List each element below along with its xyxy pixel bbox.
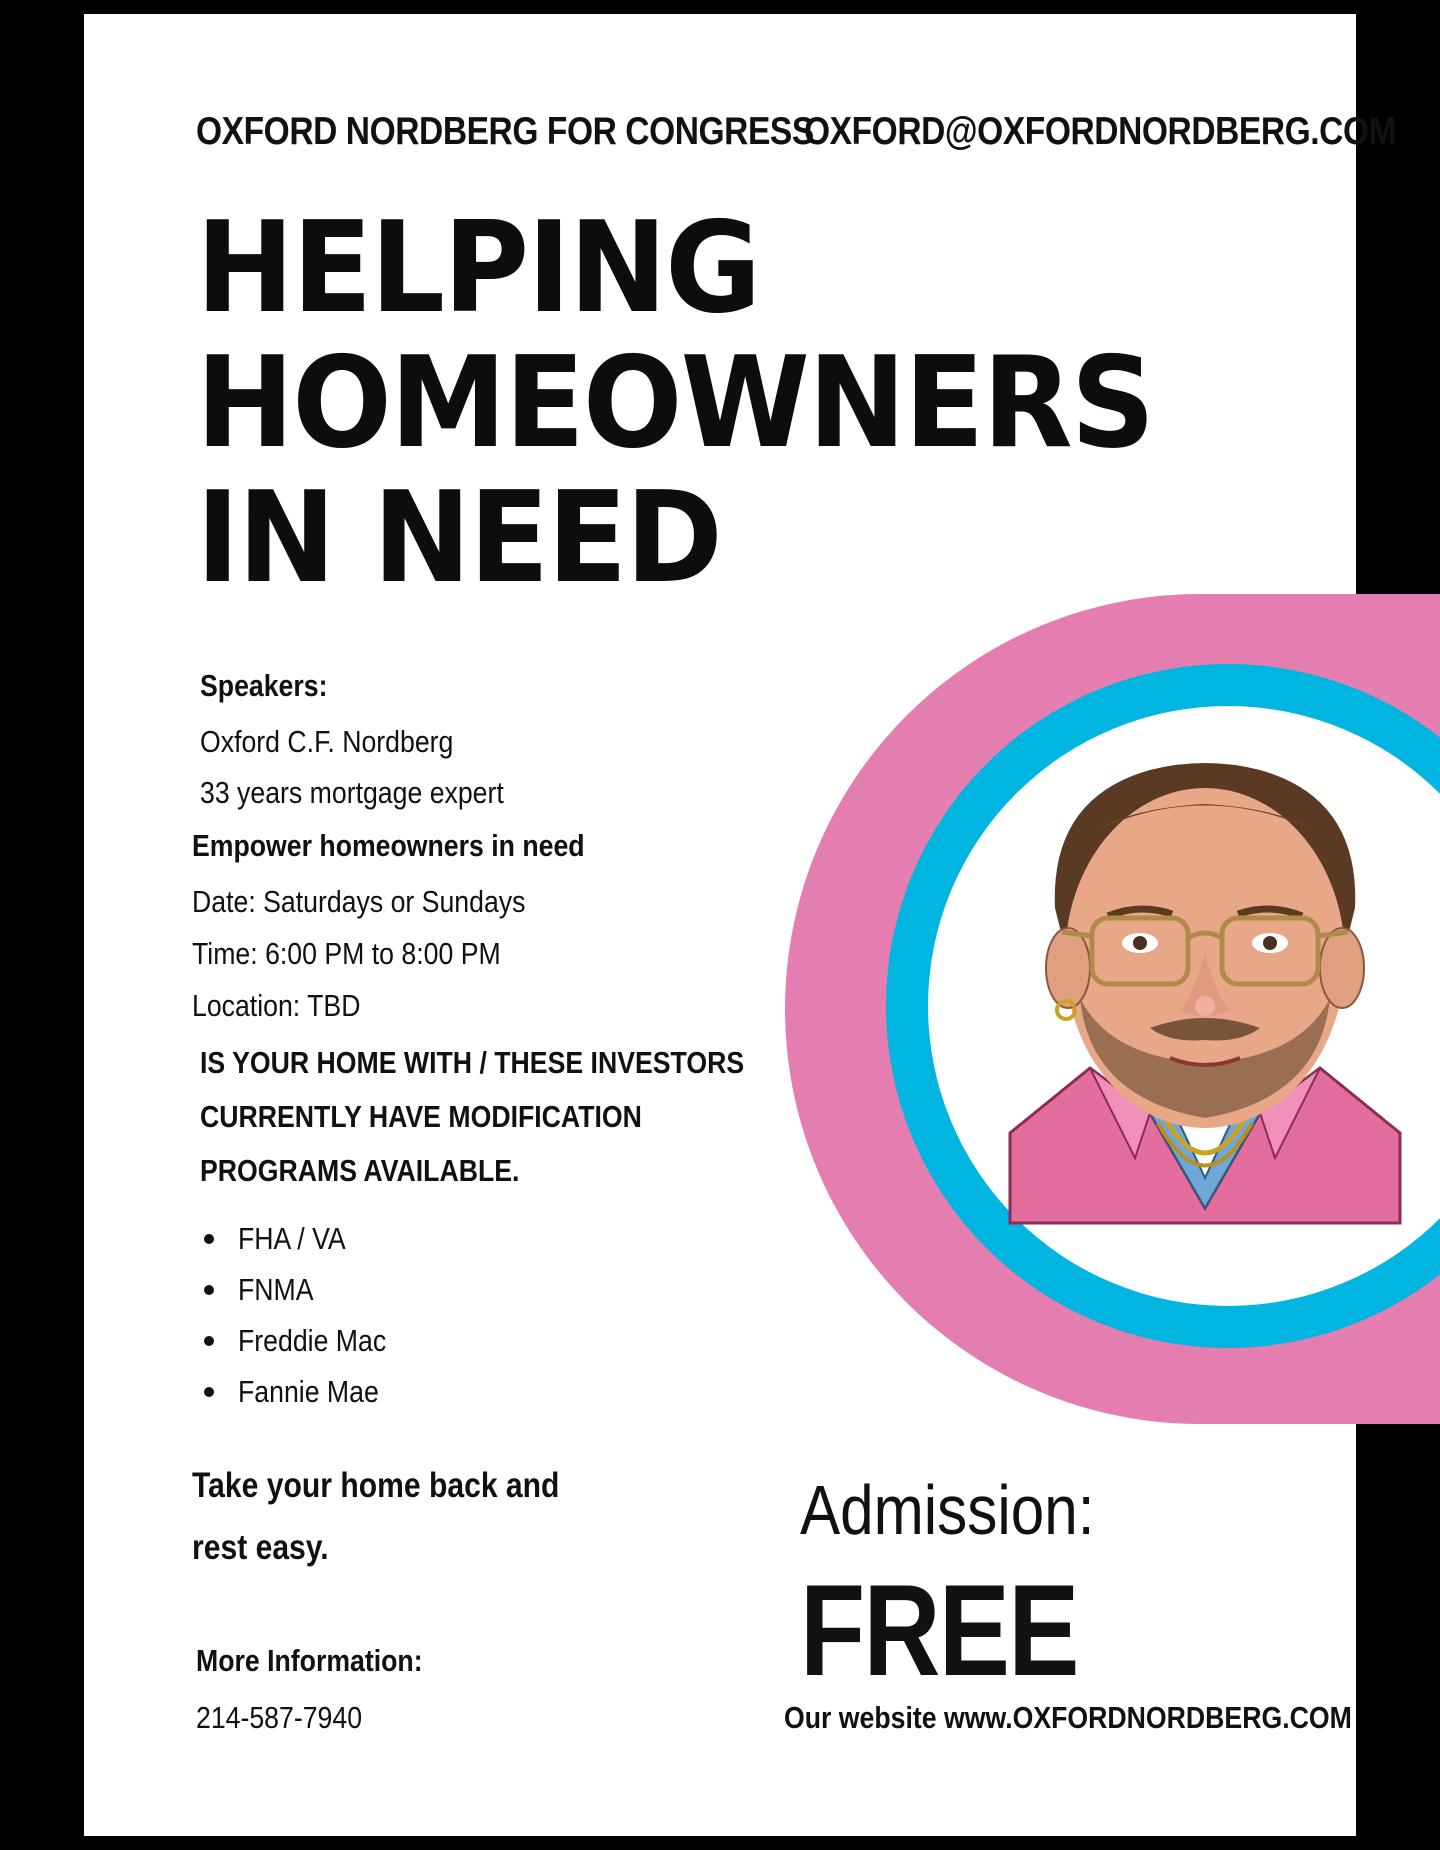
- event-date: Date: Saturdays or Sundays: [192, 884, 526, 919]
- bullet-icon: [204, 1336, 214, 1346]
- headline: [196, 194, 1154, 611]
- bullet-icon: [204, 1285, 214, 1295]
- investors-heading-line-2: CURRENTLY HAVE MODIFICATION: [200, 1099, 642, 1134]
- list-item-text: FHA / VA: [238, 1221, 346, 1256]
- campaign-name: OXFORD NORDBERG FOR CONGRESS: [196, 110, 814, 153]
- list-item-text: Fannie Mae: [238, 1374, 379, 1409]
- contact-phone[interactable]: 214-587-7940: [196, 1700, 363, 1735]
- bullet-icon: [204, 1387, 214, 1397]
- bullet-icon: [204, 1234, 214, 1244]
- speaker-name: Oxford C.F. Nordberg: [200, 724, 454, 759]
- investor-list: [200, 1213, 410, 1417]
- admission-label: Admission:: [800, 1471, 1095, 1549]
- list-item-text: FNMA: [238, 1272, 314, 1307]
- headline-line-2: HOMEOWNERS: [196, 329, 1154, 476]
- event-title: Empower homeowners in need: [192, 828, 585, 863]
- investors-heading-line-1: IS YOUR HOME WITH / THESE INVESTORS: [200, 1045, 745, 1080]
- list-item: [200, 1315, 410, 1366]
- speakers-label: Speakers:: [200, 668, 328, 703]
- headline-line-3: IN NEED: [196, 464, 721, 611]
- contact-label: More Information:: [196, 1643, 423, 1678]
- tagline-line-2: rest easy.: [192, 1528, 329, 1567]
- event-time: Time: 6:00 PM to 8:00 PM: [192, 936, 501, 971]
- headline-line-1: HELPING: [196, 194, 760, 341]
- list-item-text: Freddie Mac: [238, 1323, 387, 1358]
- tagline-line-1: Take your home back and: [192, 1466, 560, 1505]
- investors-heading-line-3: PROGRAMS AVAILABLE.: [200, 1153, 520, 1188]
- campaign-email[interactable]: OXFORD@OXFORDNORDBERG.COM: [804, 110, 1397, 153]
- list-item: [200, 1366, 410, 1417]
- admission-value: FREE: [800, 1557, 1078, 1703]
- list-item: [200, 1264, 410, 1315]
- portrait-illustration: [1000, 738, 1410, 1228]
- event-location: Location: TBD: [192, 988, 361, 1023]
- speaker-credential: 33 years mortgage expert: [200, 775, 504, 810]
- website-link[interactable]: Our website www.OXFORDNORDBERG.COM: [784, 1700, 1352, 1735]
- speaker-portrait: [1000, 738, 1410, 1228]
- list-item: [200, 1213, 410, 1264]
